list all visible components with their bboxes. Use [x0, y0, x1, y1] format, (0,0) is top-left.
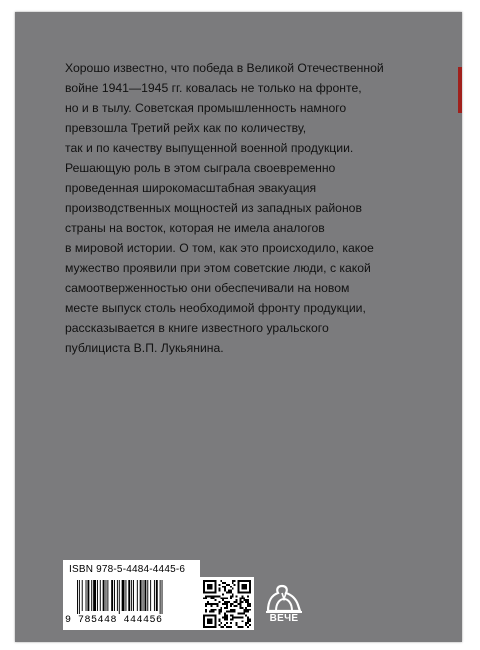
blurb-line: в мировой истории. О том, как это происходило, какое	[65, 241, 374, 255]
blurb-line: но и в тылу. Советская промышленность намного	[65, 101, 347, 115]
blurb-line: производственных мощностей из западных районов	[65, 201, 362, 215]
red-edge-accent	[458, 67, 462, 113]
blurb-line: самоотверженностью они обеспечивали на новом	[65, 281, 350, 295]
qr-code	[200, 577, 254, 630]
blurb-line: месте выпуск столь необходимой фронту продукции,	[65, 301, 366, 315]
blurb-line: страны на восток, которая не имела аналогов	[65, 221, 325, 235]
barcode-panel	[63, 560, 200, 630]
blurb-line: проведенная широкомасштабная эвакуация	[65, 181, 317, 195]
blurb-text	[65, 58, 420, 358]
veche-publisher-logo	[262, 583, 306, 615]
barcode-digits: 9 785448 444456	[65, 615, 163, 626]
publisher-logo	[262, 583, 306, 629]
blurb-line: публициста В.П. Лукьянина.	[65, 341, 224, 355]
blurb-line: превзошла Третий рейх как по количеству,	[65, 121, 307, 135]
barcode-bars	[77, 580, 189, 614]
qr-code-icon	[203, 580, 251, 628]
blurb-line: войне 1941—1945 гг. ковалась не только на фронте,	[65, 81, 362, 95]
publisher-name: ВЕЧЕ	[269, 613, 299, 624]
blurb-line: Хорошо известно, что победа в Великой Отечественной	[65, 61, 384, 75]
book-back-cover	[15, 12, 462, 642]
blurb-line: так и по качеству выпущенной военной продукции.	[65, 141, 354, 155]
blurb-line: Решающую роль в этом сыграла своевременно	[65, 161, 336, 175]
blurb-line: рассказывается в книге известного уральского	[65, 321, 329, 335]
isbn-label: ISBN 978-5-4484-4445-6	[69, 564, 186, 575]
blurb-line: мужество проявили при этом советские люди, с какой	[65, 261, 371, 275]
